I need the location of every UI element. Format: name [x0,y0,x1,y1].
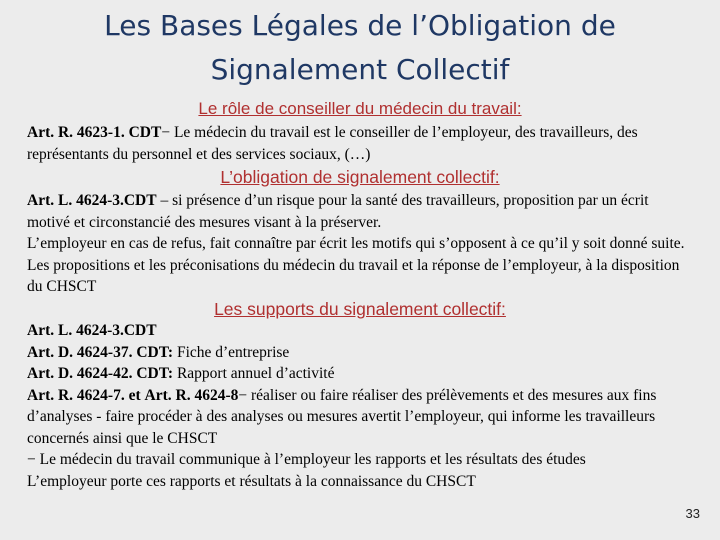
section-2-paragraph [27,190,695,233]
list-item-text: − réaliser ou faire réaliser des prélèvements et des mesures aux fins d’analyses - faire procéder à des analyses ou mesures avertit l’employeur, qui informe les travailleurs concernés ainsi que le CHSCT [27,386,657,447]
page-number: 33 [685,506,700,521]
section-2-text: – si présence d’un risque pour la santé des travailleurs, proposition par un écrit motivé et circonstancié des mesures visant à la préserver. [27,192,649,231]
list-item-ref: Art. L. 4624-3.CDT [27,322,157,339]
title-line-1: Les Bases Légales de l’Obligation de [104,9,616,42]
section-3-list [27,320,695,492]
list-item: L’employeur porte ces rapports et résultats à la connaissance du CHSCT [27,472,476,490]
section-2-ref: Art. L. 4624-3.CDT [27,192,157,209]
section-1-paragraph [27,122,695,165]
list-item-ref-2: Art. R. 4624-8 [144,386,239,404]
section-2-heading: L’obligation de signalement collectif: [220,167,500,187]
slide-title [0,4,720,92]
list-item [27,363,695,385]
list-item-text: Rapport annuel d’activité [173,365,335,382]
list-item [27,320,695,342]
list-item-ref: Art. D. 4624-42. CDT: [27,365,174,382]
list-item [27,342,695,364]
title-line-2: Signalement Collectif [210,53,510,86]
section-3-heading: Les supports du signalement collectif: [214,299,506,319]
list-item: − Le médecin du travail communique à l’employeur les rapports et les résultats des études [27,451,586,468]
list-item-text: Fiche d’entreprise [173,343,290,361]
section-2-paragraph-2: L’employeur en cas de refus, fait connaître par écrit les motifs qui s’opposent à ce qu’il y soit donné suite. Les propositions et les préconisations du médecin du travail et la réponse de l’employeur, à la disposition du CHSCT [27,235,685,295]
section-1-ref: Art. R. 4623-1. CDT [27,124,162,141]
list-item-ref: Art. D. 4624-37. CDT: [27,343,174,361]
list-item-ref: Art. R. 4624-7. et [27,386,141,404]
list-item [27,385,695,450]
section-1-text: − Le médecin du travail est le conseiller de l’employeur, des travailleurs, des représentants du personnel et des services sociaux, (…) [27,124,638,163]
section-1-heading: Le rôle de conseiller du médecin du travail: [198,99,522,118]
